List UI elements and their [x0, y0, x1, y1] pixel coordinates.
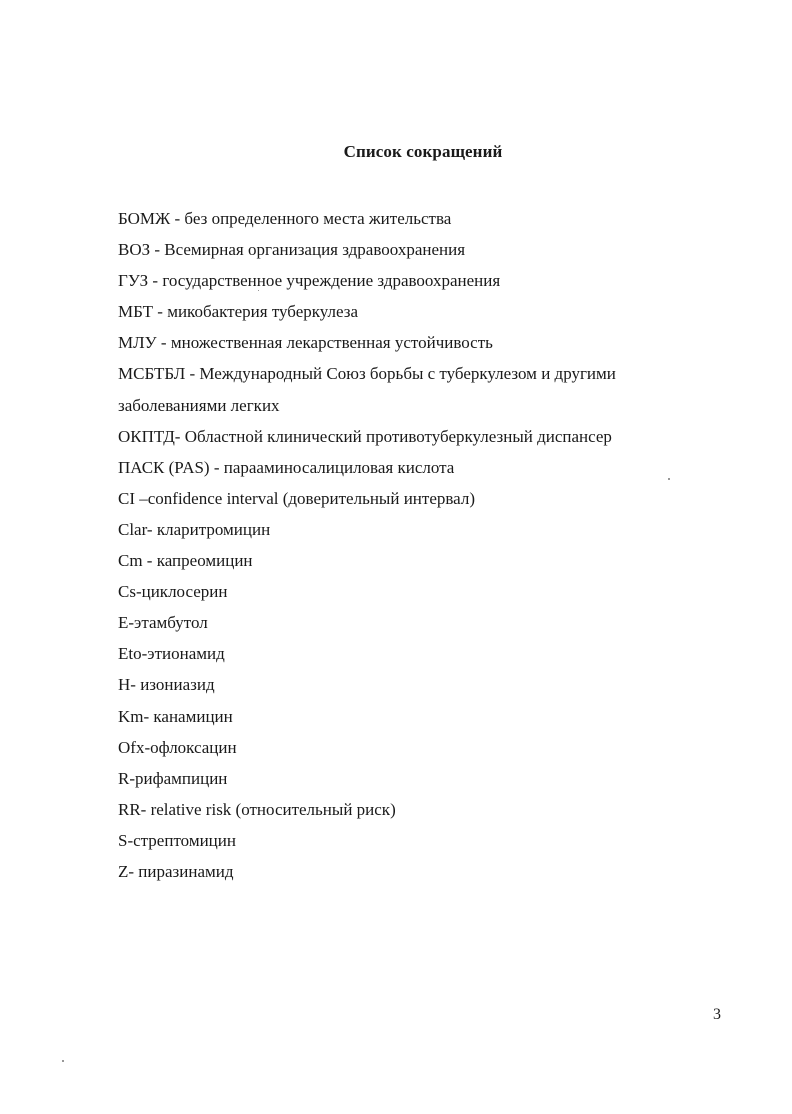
list-item-continuation: заболеваниями легких — [118, 395, 280, 415]
list-item: ПАСК (PAS) - парааминосалициловая кислота — [118, 457, 455, 477]
scan-speck — [258, 290, 259, 291]
list-item: МЛУ - множественная лекарственная устойчивость — [118, 333, 493, 353]
list-item: S-стрептомицин — [118, 830, 236, 850]
list-item: R-рифампицин — [118, 768, 228, 788]
list-item: Cm - капреомицин — [118, 551, 253, 571]
list-item: Ofx-офлоксацин — [118, 737, 237, 757]
list-item: Z- пиразинамид — [118, 861, 234, 881]
list-item: Cs-циклосерин — [118, 582, 228, 602]
list-item: Eto-этионамид — [118, 644, 225, 664]
page-number: 3 — [713, 1006, 721, 1023]
list-item: БОМЖ - без определенного места жительства — [118, 209, 452, 228]
list-item: МБТ - микобактерия туберкулеза — [118, 302, 359, 322]
scan-speck — [62, 1060, 64, 1062]
list-item: ОКПТД- Областной клинический противотуберкулезный диспансер — [118, 426, 612, 446]
list-item: МСБТБЛ - Международный Союз борьбы с туберкулезом и другими — [118, 364, 616, 384]
list-item: RR- relative risk (относительный риск) — [118, 799, 396, 819]
scan-speck — [668, 478, 670, 480]
list-item: ВОЗ - Всемирная организация здравоохранения — [118, 240, 466, 260]
list-item: CI –confidence interval (доверительный интервал) — [118, 488, 476, 508]
abbreviation-list — [118, 203, 718, 887]
list-item: Clar- кларитромицин — [118, 519, 271, 539]
page-title: Список сокращений — [343, 142, 503, 161]
list-item: Km- канамицин — [118, 706, 233, 726]
list-item: E-этамбутол — [118, 613, 208, 633]
list-item: H- изониазид — [118, 675, 215, 695]
list-item: ГУЗ - государственное учреждение здравоохранения — [118, 271, 501, 291]
